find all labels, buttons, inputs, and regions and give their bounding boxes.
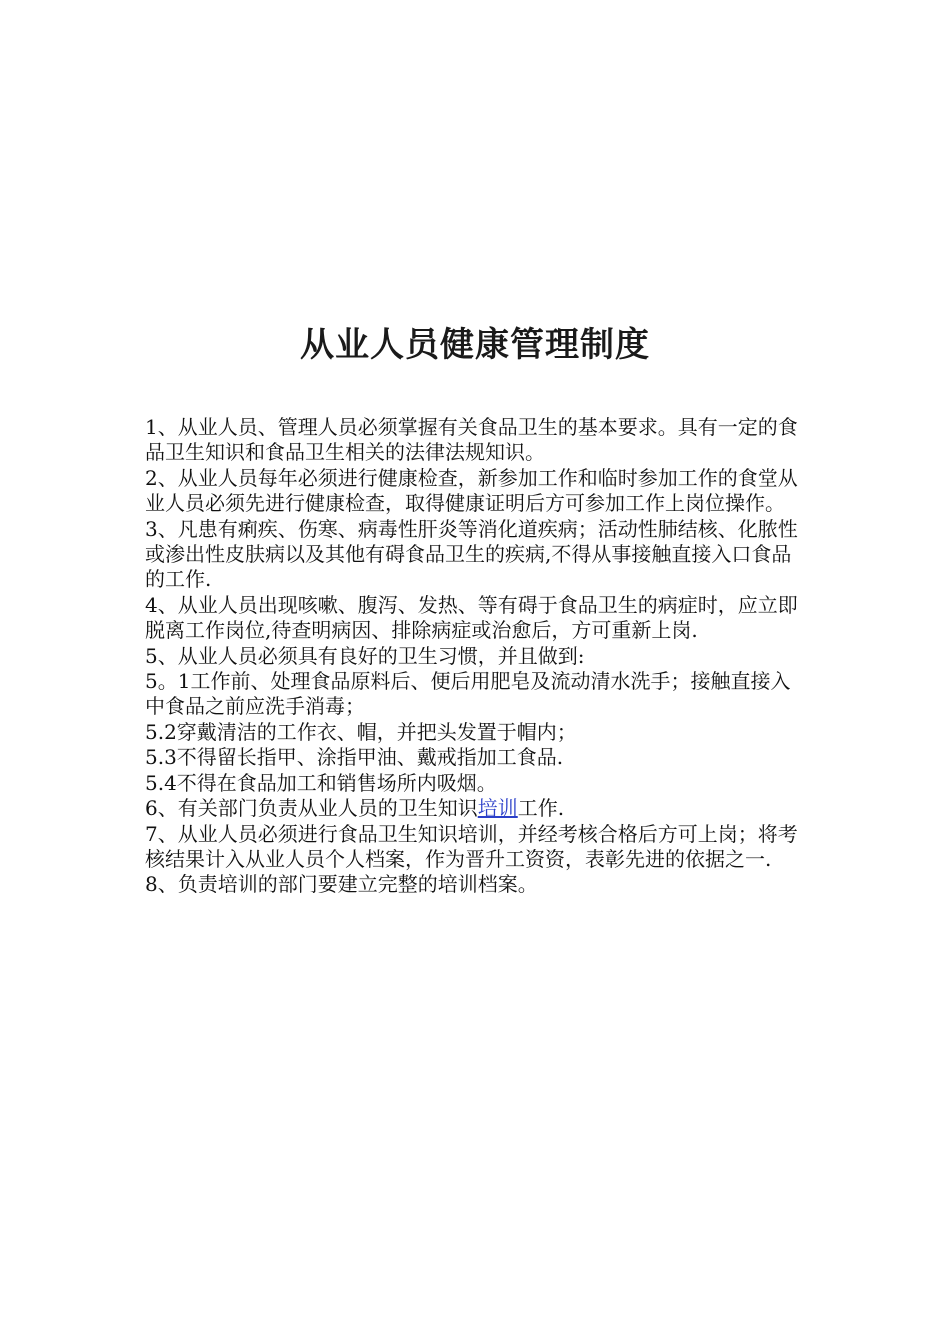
rule-3: 3、凡患有痢疾、伤寒、病毒性肝炎等消化道疾病；活动性肺结核、化脓性或渗出性皮肤病以及其他有碍食品卫生的疾病,不得从事接触直接入口食品的工作.: [145, 516, 798, 592]
rule-6-text-after: 工作.: [517, 796, 565, 821]
rule-2: 2、从业人员每年必须进行健康检查，新参加工作和临时参加工作的食堂从业人员必须先进行健康检查，取得健康证明后方可参加工作上岗位操作。: [145, 465, 798, 516]
rule-8: 8、负责培训的部门要建立完整的培训档案。: [145, 872, 538, 897]
training-link[interactable]: 培训: [477, 796, 518, 821]
rule-5-3: 5.3不得留长指甲、涂指甲油、戴戒指加工食品.: [145, 745, 564, 770]
document-title: 从业人员健康管理制度: [300, 325, 650, 365]
rule-5-1: 5。1工作前、处理食品原料后、便后用肥皂及流动清水洗手；接触直接入中食品之前应洗手消毒；: [145, 669, 791, 719]
rule-5-2: 5.2穿戴清洁的工作衣、帽，并把头发置于帽内；: [145, 719, 577, 744]
document-body: [145, 415, 810, 898]
rule-6-text-before: 6、有关部门负责从业人员的卫生知识: [145, 796, 478, 821]
rule-6: [145, 796, 810, 821]
rule-4: 4、从业人员出现咳嗽、腹泻、发热、等有碍于食品卫生的病症时，应立即脱离工作岗位,待查明病因、排除病症或治愈后，方可重新上岗.: [145, 592, 798, 643]
rule-1: 1、从业人员、管理人员必须掌握有关食品卫生的基本要求。具有一定的食品卫生知识和食品卫生相关的法律法规知识。: [145, 415, 798, 465]
rule-7: 7、从业人员必须进行食品卫生知识培训，并经考核合格后方可上岗；将考核结果计入从业人员个人档案，作为晋升工资资，表彰先进的依据之一.: [145, 821, 798, 871]
rule-5: 5、从业人员必须具有良好的卫生习惯，并且做到:: [145, 643, 585, 668]
rule-5-4: 5.4不得在食品加工和销售场所内吸烟。: [145, 770, 497, 795]
